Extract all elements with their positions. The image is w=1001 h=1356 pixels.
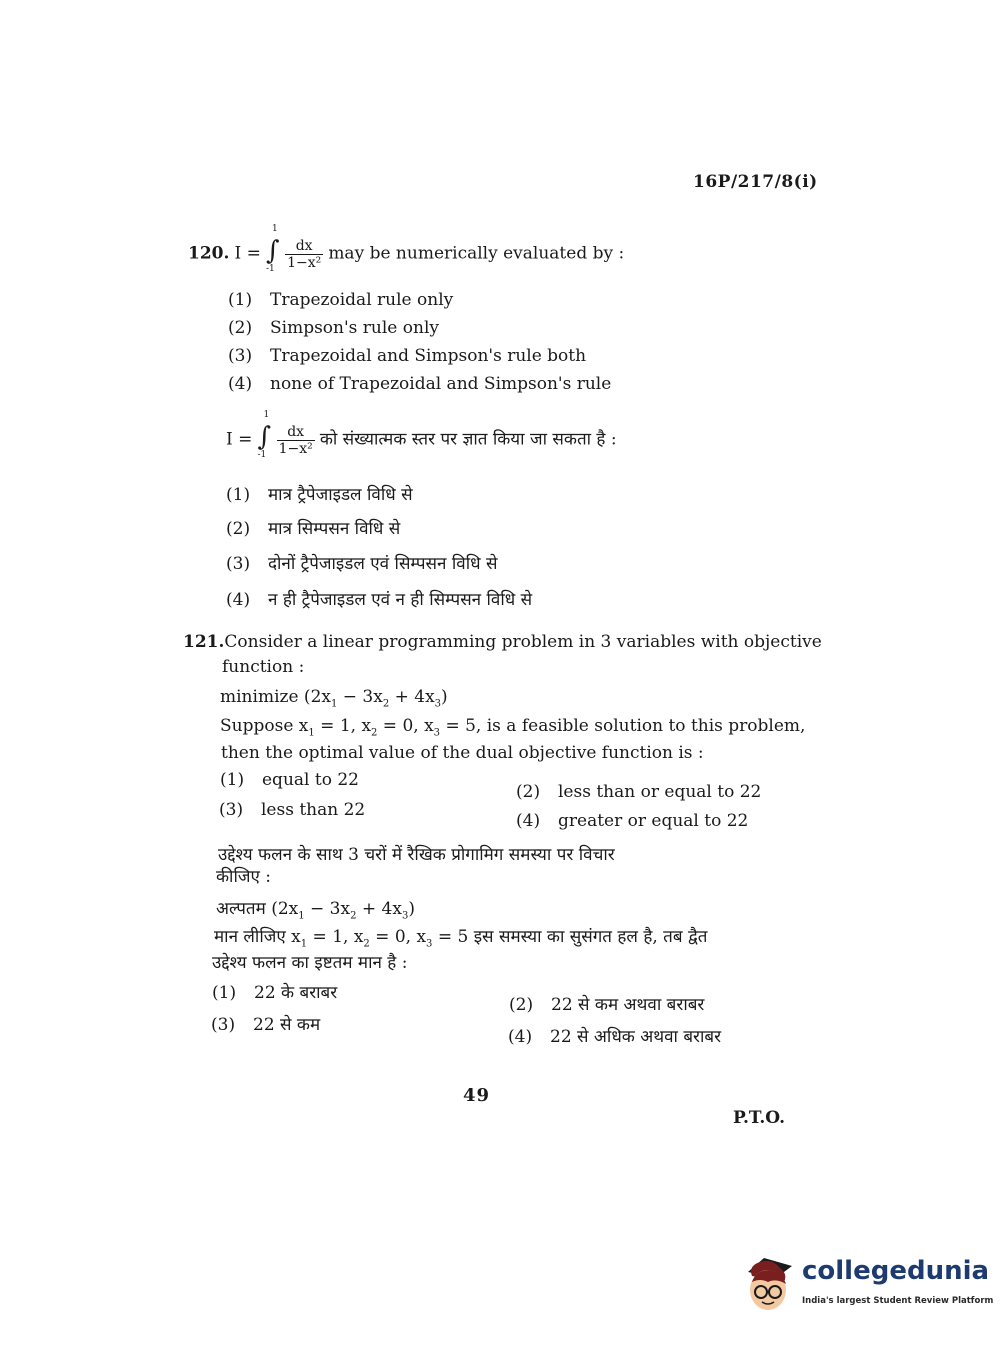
q121-stem-hi-line1: उद्देश्य फलन के साथ 3 चरों में रैखिक प्रोगामिग समस्या पर विचार bbox=[218, 845, 615, 865]
q120-stem-hi bbox=[226, 410, 617, 460]
q121-objective-en: minimize $(2x_1 - 3x_2 + 4x_3)$ bbox=[220, 687, 448, 710]
integral-lhs: I = bbox=[234, 243, 261, 264]
q121-option-en-1: (1) equal to 22 bbox=[220, 770, 359, 790]
q120-option-en-1: (1) Trapezoidal rule only bbox=[228, 290, 454, 310]
integrand-fraction: $\frac{dx}{\text{1−x²}}$ bbox=[287, 237, 322, 271]
q120-stem-text: may be numerically evaluated by : bbox=[328, 243, 625, 264]
q121-suppose-en-2: then the optimal value of the dual objective function is : bbox=[221, 743, 704, 763]
q121-option-en-2: (2) less than or equal to 22 bbox=[516, 782, 762, 802]
q120-option-hi-3: (3) दोनों ट्रैपेजाइडल एवं सिम्पसन विधि से bbox=[226, 554, 498, 574]
q121-number: 121. bbox=[183, 632, 225, 652]
q121-stem-en-line1: 121.Consider a linear programming problem in 3 variables with objective bbox=[183, 632, 822, 652]
q121-suppose-hi-1: मान लीजिए $x_1 = 1$, $x_2 = 0$, $x_3 = 5$ इस समस्या का सुसंगत हल है, तब द्वैत bbox=[214, 927, 708, 950]
q121-objective-hi: अल्पतम $(2x_1 - 3x_2 + 4x_3)$ bbox=[216, 899, 415, 922]
q121-option-hi-1: (1) 22 के बराबर bbox=[212, 983, 338, 1003]
integral-lhs-hi: I = bbox=[226, 429, 253, 450]
q120-option-hi-1: (1) मात्र ट्रैपेजाइडल विधि से bbox=[226, 485, 413, 505]
q120-stem-en bbox=[188, 224, 625, 274]
q121-option-en-4: (4) greater or equal to 22 bbox=[516, 811, 749, 831]
pto-label: P.T.O. bbox=[733, 1108, 785, 1128]
brand-name: collegedunia bbox=[802, 1256, 990, 1286]
q121-stem-en-line2: function : bbox=[222, 657, 305, 677]
mascot-icon bbox=[742, 1252, 800, 1314]
q121-option-hi-2: (2) 22 से कम अथवा बराबर bbox=[509, 995, 705, 1015]
integrand-fraction-hi: $\frac{dx}{\text{1−x²}}$ bbox=[278, 423, 313, 457]
integral-sign-hi: ∫ 1 -1 bbox=[257, 410, 272, 460]
q121-stem-hi-line2: कीजिए : bbox=[216, 867, 272, 887]
q121-option-hi-4: (4) 22 से अधिक अथवा बराबर bbox=[508, 1027, 722, 1047]
q120-option-hi-4: (4) न ही ट्रैपेजाइडल एवं न ही सिम्पसन विधि से bbox=[226, 590, 533, 610]
collegedunia-logo bbox=[742, 1252, 994, 1314]
integral-sign: ∫ 1 -1 bbox=[265, 224, 280, 274]
q120-option-hi-2: (2) मात्र सिम्पसन विधि से bbox=[226, 519, 401, 539]
q121-suppose-en-1: Suppose $x_1 = 1$, $x_2 = 0$, $x_3 = 5$, is a feasible solution to this problem, bbox=[220, 716, 806, 739]
q120-stem-hi-text: को संख्यात्मक स्तर पर ज्ञात किया जा सकता है : bbox=[319, 429, 617, 450]
q120-option-en-2: (2) Simpson's rule only bbox=[228, 318, 439, 338]
q120-number: 120. bbox=[188, 243, 230, 264]
q120-option-en-4: (4) none of Trapezoidal and Simpson's rule bbox=[228, 374, 612, 394]
q121-option-hi-3: (3) 22 से कम bbox=[211, 1015, 321, 1035]
q121-suppose-hi-2: उद्देश्य फलन का इष्टतम मान है : bbox=[212, 953, 408, 973]
q121-option-en-3: (3) less than 22 bbox=[219, 800, 366, 820]
brand-tagline: India's largest Student Review Platform bbox=[802, 1296, 994, 1306]
page-number: 49 bbox=[463, 1085, 491, 1106]
q120-option-en-3: (3) Trapezoidal and Simpson's rule both bbox=[228, 346, 587, 366]
paper-code: 16P/217/8(i) bbox=[693, 172, 818, 192]
